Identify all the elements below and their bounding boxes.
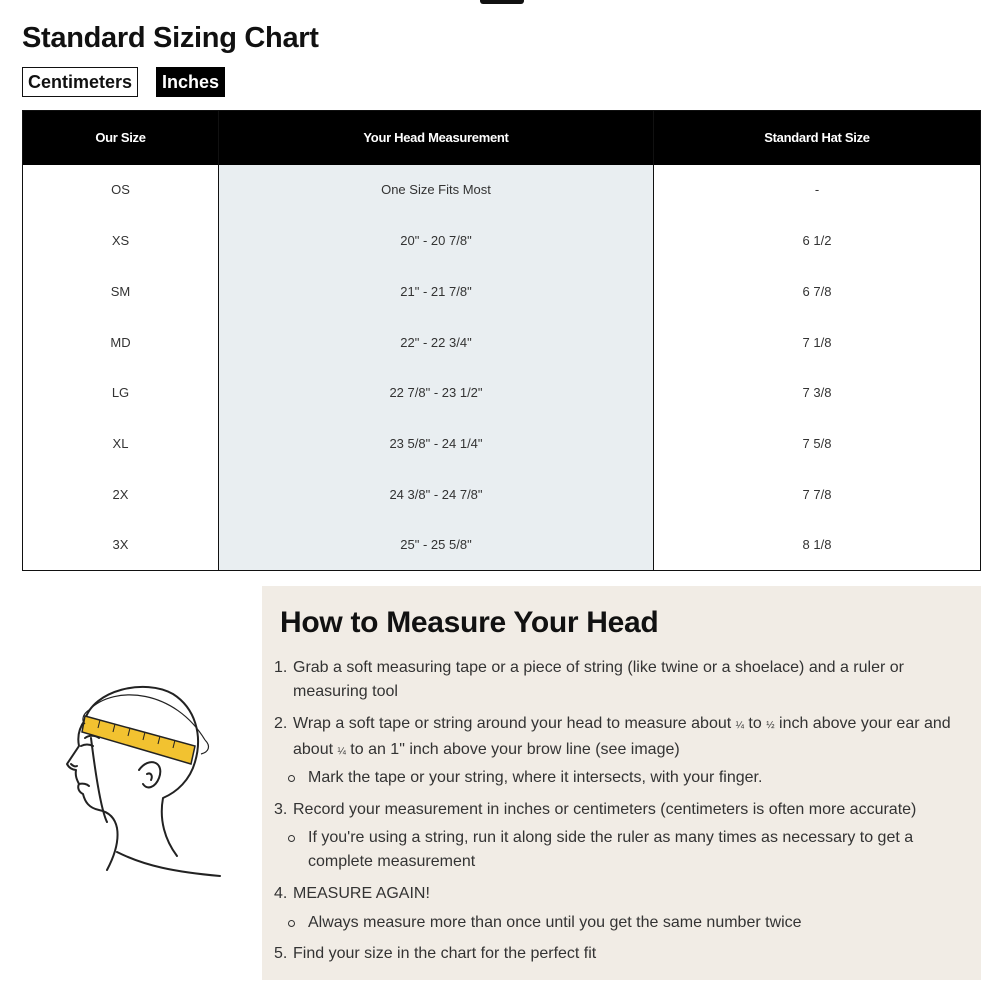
cell-head-measurement: 24 3/8" - 24 7/8" (219, 469, 654, 520)
table-row (23, 165, 981, 216)
cell-hat-size: 6 7/8 (802, 283, 832, 299)
bullet-icon (288, 775, 295, 782)
cell-head-measurement: 23 5/8" - 24 1/4" (219, 418, 654, 469)
step-number: 5. (274, 945, 288, 962)
table-row (23, 215, 981, 266)
sub-step-text: Mark the tape or your string, where it intersects, with your finger. (308, 769, 763, 786)
fraction-half: ½ (766, 720, 775, 731)
table-row (23, 266, 981, 317)
cell-our-size: 3X (112, 537, 129, 553)
fraction-quarter: ¼ (735, 720, 744, 731)
cell-head-measurement: 25" - 25 5/8" (219, 520, 654, 571)
sizing-table (22, 110, 981, 571)
cell-our-size: 2X (112, 486, 129, 502)
step-text: MEASURE AGAIN! (293, 885, 430, 902)
centimeters-button[interactable]: Centimeters (22, 67, 138, 97)
cell-hat-size: 7 1/8 (802, 334, 832, 350)
column-header-our-size: Our Size (95, 130, 146, 146)
cell-head-measurement: One Size Fits Most (219, 165, 654, 216)
step-2 (274, 712, 974, 763)
cell-our-size: XS (111, 233, 130, 249)
table-row (23, 418, 981, 469)
cell-head-measurement: 22" - 22 3/4" (219, 317, 654, 368)
table-row (23, 520, 981, 571)
step-3-sub (274, 826, 974, 873)
table-row (23, 317, 981, 368)
step-number: 2. (274, 715, 288, 732)
step-4 (274, 882, 974, 906)
step-text-part: to an 1" inch above your brow line (see image) (345, 740, 680, 758)
step-number: 3. (274, 800, 288, 818)
cropped-heading-fragment (480, 0, 524, 4)
cell-hat-size: 8 1/8 (802, 537, 832, 553)
sub-step-text: If you're using a string, run it along side the ruler as many times as necessary to get a complete measurement (308, 829, 914, 870)
column-header-standard-hat-size: Standard Hat Size (764, 130, 870, 146)
cell-hat-size: 7 5/8 (802, 436, 832, 452)
step-text-part: inch above your ear and about (293, 715, 951, 758)
cell-our-size: SM (110, 283, 131, 299)
cell-head-measurement: 21" - 21 7/8" (219, 266, 654, 317)
sub-step-text: Always measure more than once until you get the same number twice (308, 913, 802, 931)
bullet-icon (288, 920, 295, 927)
cell-our-size: MD (110, 334, 131, 350)
head-measurement-illustration-icon (55, 680, 245, 905)
step-1 (274, 656, 974, 703)
measure-steps (274, 656, 974, 966)
step-3 (274, 798, 974, 822)
inches-button[interactable]: Inches (156, 67, 225, 97)
step-number: 4. (274, 885, 288, 902)
step-5 (274, 942, 974, 966)
step-4-sub (274, 911, 974, 935)
cell-our-size: XL (112, 436, 129, 452)
cell-head-measurement: 22 7/8" - 23 1/2" (219, 368, 654, 419)
bullet-icon (288, 835, 295, 842)
cell-our-size: OS (111, 182, 130, 198)
cell-hat-size: 7 3/8 (802, 385, 832, 401)
cell-hat-size: - (814, 182, 820, 198)
step-text-part: to (743, 715, 767, 732)
measure-title: How to Measure Your Head (280, 606, 659, 639)
column-header-head-measurement: Your Head Measurement (219, 111, 654, 165)
step-number: 1. (274, 659, 288, 676)
how-to-measure-panel (262, 586, 981, 980)
step-text: Record your measurement in inches or centimeters (centimeters is often more accurate) (293, 800, 917, 818)
cell-our-size: LG (111, 385, 130, 401)
table-header-row (23, 111, 981, 165)
table-row (23, 469, 981, 520)
step-2-sub (274, 766, 974, 790)
cell-head-measurement: 20" - 20 7/8" (219, 215, 654, 266)
cell-hat-size: 7 7/8 (802, 486, 832, 502)
fraction-quarter: ¼ (337, 745, 346, 757)
step-text: Grab a soft measuring tape or a piece of string (like twine or a shoelace) and a ruler or measuring tool (293, 659, 904, 700)
cell-hat-size: 6 1/2 (802, 233, 832, 249)
step-text-part: Wrap a soft tape or string around your head to measure about (293, 715, 736, 732)
step-text: Find your size in the chart for the perfect fit (293, 945, 597, 962)
unit-toggle (22, 67, 225, 97)
table-row (23, 368, 981, 419)
page-title: Standard Sizing Chart (22, 22, 319, 54)
